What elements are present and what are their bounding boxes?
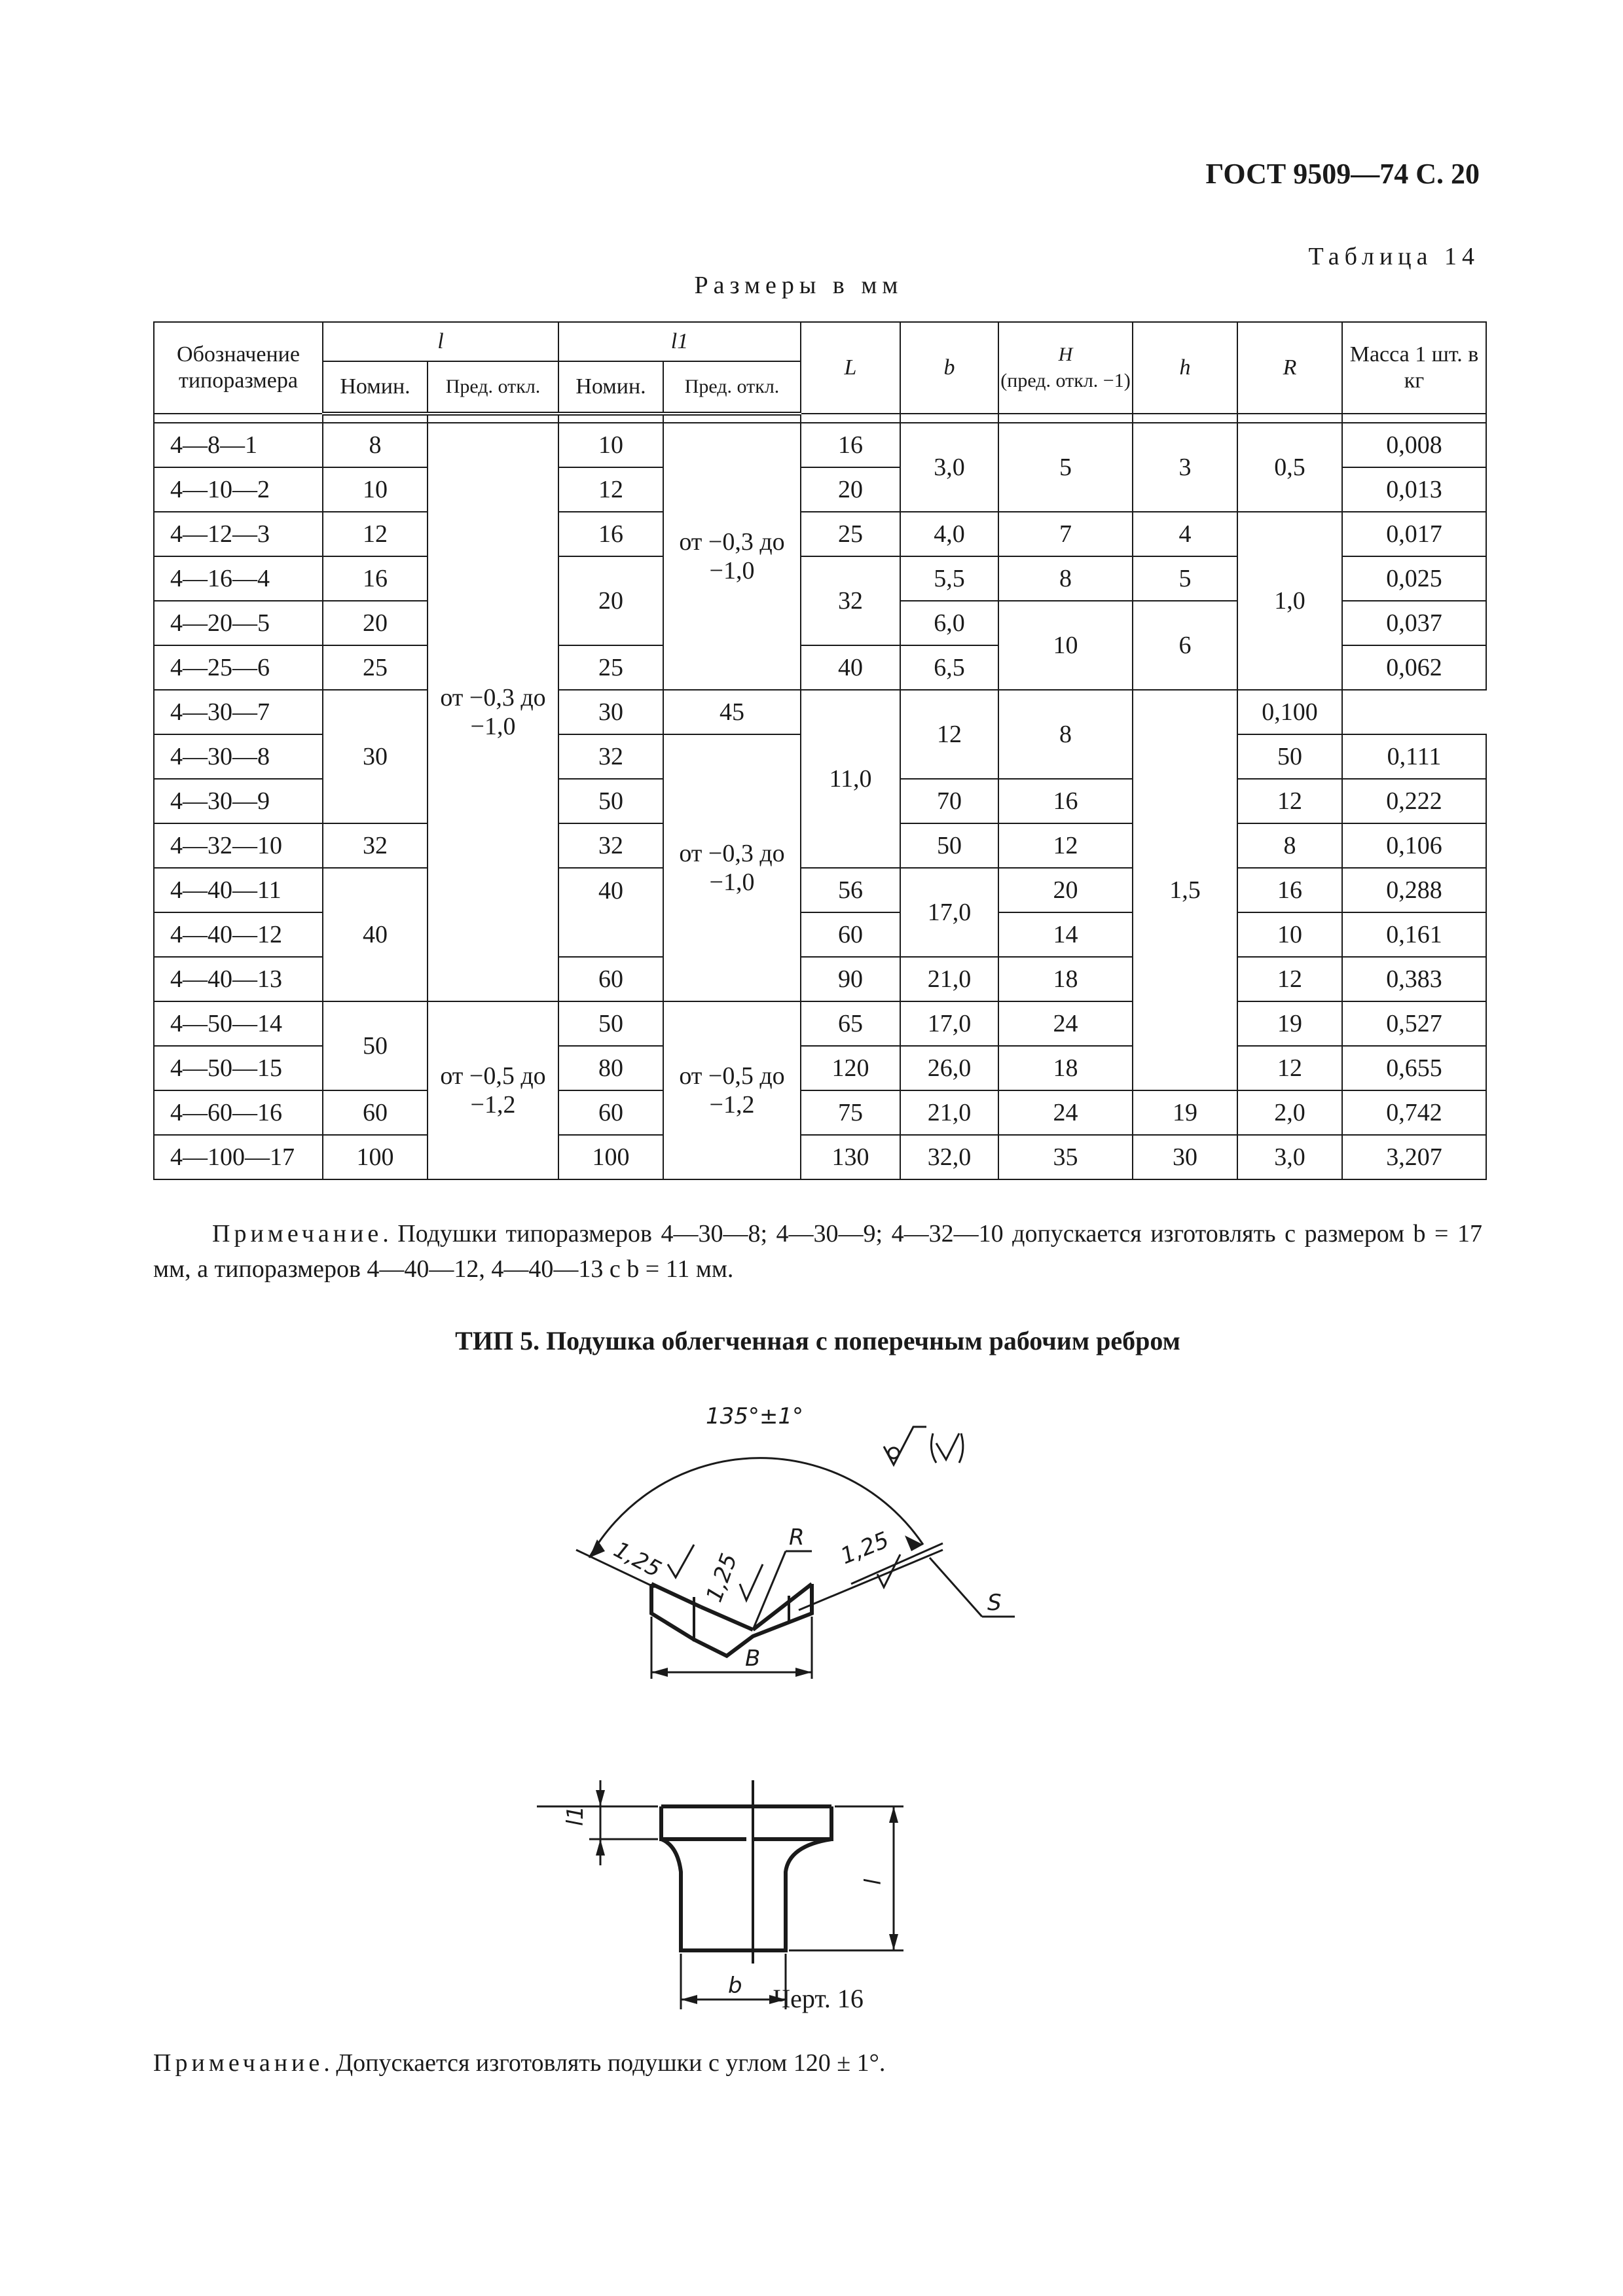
table-note: Примечание. Подушки типоразмеров 4—30—8; 4—30—9; 4—32—10 допускается изготовлять с размером b = 17 мм, а типоразмеров 4—40—12, 4—40—13 с b = 11 мм. — [153, 1220, 1482, 1283]
units-label: Размеры в мм — [694, 272, 903, 299]
cell-l1-nom: 25 — [558, 645, 663, 690]
cell-h: 8 — [998, 690, 1133, 779]
cell-l1-nom: 50 — [558, 1001, 663, 1046]
cell-mass: 3,207 — [1342, 1135, 1486, 1179]
cell-l-tol: от −0,3 до −1,0 — [428, 423, 558, 1001]
rib-width-label: b — [728, 1973, 742, 1999]
cell-l-tol: от −0,5 до −1,2 — [428, 1001, 558, 1179]
cell-mass: 0,106 — [1342, 823, 1486, 868]
cell-l1-nom: 50 — [558, 779, 663, 823]
cell-l-nom: 20 — [323, 601, 428, 645]
table-row — [154, 512, 1486, 556]
cell-designation: 4—30—7 — [154, 690, 323, 734]
roughness-label-right: 1,25 — [837, 1526, 893, 1570]
cell-designation: 4—30—8 — [154, 734, 323, 779]
cell-l1-nom: 40 — [558, 868, 663, 957]
cell-l1-tol: от −0,5 до −1,2 — [663, 1001, 801, 1179]
cell-mass: 0,742 — [1342, 1090, 1486, 1135]
cell-H: 18 — [998, 1046, 1133, 1090]
cell-L: 16 — [801, 423, 900, 467]
cell-h: 12 — [1237, 1046, 1342, 1090]
cell-L: 40 — [801, 645, 900, 690]
cell-mass: 0,017 — [1342, 512, 1486, 556]
cell-b: 3,0 — [900, 423, 998, 512]
roughness-label-center: 1,25 — [701, 1550, 743, 1606]
drawing-note: Примечание. Допускается изготовлять подушки с углом 120 ± 1°. — [153, 2049, 886, 2077]
cell-h: 16 — [1237, 868, 1342, 912]
cell-L: 25 — [801, 512, 900, 556]
length-label: l — [860, 1878, 886, 1885]
cell-h: 6 — [1133, 601, 1237, 690]
header-designation: Обозначение типоразмера — [154, 322, 323, 414]
cell-designation: 4—20—5 — [154, 601, 323, 645]
figure-caption: Черт. 16 — [773, 1984, 864, 2013]
cell-h: 19 — [1237, 1001, 1342, 1046]
cell-mass: 0,222 — [1342, 779, 1486, 823]
cell-H: 14 — [998, 912, 1133, 957]
cell-R: 0,5 — [1237, 423, 1342, 512]
cell-l1-nom: 12 — [558, 467, 663, 512]
cell-l1-nom: 30 — [558, 690, 663, 734]
cell-l-nom: 50 — [323, 1001, 428, 1090]
header-h: h — [1133, 322, 1237, 414]
header-b: b — [900, 322, 998, 414]
cell-l-nom: 32 — [323, 823, 428, 868]
cell-l-nom: 12 — [323, 512, 428, 556]
cell-h: 5 — [1133, 556, 1237, 601]
cell-L: 32 — [801, 556, 900, 645]
table-label: Таблица 14 — [1308, 243, 1480, 270]
cell-mass: 0,111 — [1342, 734, 1486, 779]
cell-designation: 4—12—3 — [154, 512, 323, 556]
cell-l1-nom: 10 — [558, 423, 663, 467]
table-row — [154, 423, 1486, 467]
cell-L: 60 — [801, 912, 900, 957]
cell-b: 17,0 — [900, 1001, 998, 1046]
table-row — [154, 1001, 1486, 1046]
cell-L: 75 — [801, 1090, 900, 1135]
cell-l-nom: 30 — [323, 690, 428, 823]
header-l-nom: Номин. — [323, 361, 428, 414]
cell-H: 16 — [998, 779, 1133, 823]
cell-mass: 0,655 — [1342, 1046, 1486, 1090]
cell-H: 18 — [998, 957, 1133, 1001]
cell-H: 7 — [998, 512, 1133, 556]
cell-l1-tol: от −0,3 до −1,0 — [663, 423, 801, 690]
cell-mass: 0,288 — [1342, 868, 1486, 912]
cell-designation: 4—32—10 — [154, 823, 323, 868]
cell-H: 5 — [998, 423, 1133, 512]
cell-h: 4 — [1133, 512, 1237, 556]
cell-R: 1,0 — [1237, 512, 1342, 690]
cell-b: 4,0 — [900, 512, 998, 556]
radius-label: R — [789, 1524, 805, 1551]
flange-length-label: l1 — [562, 1805, 589, 1826]
cell-b: 17,0 — [900, 868, 998, 957]
cell-L: 50 — [1237, 734, 1342, 779]
header-l1: l1 — [558, 322, 801, 361]
angle-label: 135°±1° — [706, 1403, 804, 1429]
header-R: R — [1237, 322, 1342, 414]
cell-l-nom: 16 — [323, 556, 428, 601]
cell-L: 70 — [900, 779, 998, 823]
cell-H: 12 — [998, 823, 1133, 868]
cell-L: 45 — [663, 690, 801, 734]
cell-b: 6,0 — [900, 601, 998, 645]
cell-L: 120 — [801, 1046, 900, 1090]
cell-designation: 4—8—1 — [154, 423, 323, 467]
cell-l1-nom: 32 — [558, 734, 663, 779]
cell-l-nom: 10 — [323, 467, 428, 512]
cell-l1-nom: 80 — [558, 1046, 663, 1090]
cell-h: 8 — [1237, 823, 1342, 868]
cell-h: 3 — [1133, 423, 1237, 512]
header-l1-tol: Пред. откл. — [663, 361, 801, 414]
cell-H: 8 — [998, 556, 1133, 601]
cell-b: 32,0 — [900, 1135, 998, 1179]
cell-mass: 0,100 — [1237, 690, 1342, 734]
cell-l1-nom: 16 — [558, 512, 663, 556]
cell-mass: 0,527 — [1342, 1001, 1486, 1046]
cell-b: 11,0 — [801, 690, 900, 868]
cell-h: 12 — [1237, 957, 1342, 1001]
cell-L: 20 — [801, 467, 900, 512]
cell-h: 19 — [1133, 1090, 1237, 1135]
cell-R: 3,0 — [1237, 1135, 1342, 1179]
cell-designation: 4—100—17 — [154, 1135, 323, 1179]
cell-l-nom: 40 — [323, 868, 428, 1001]
header-l1-nom: Номин. — [558, 361, 663, 414]
header-l: l — [323, 322, 558, 361]
section-title: ТИП 5. Подушка облегченная с поперечным рабочим ребром — [455, 1326, 1180, 1355]
cell-designation: 4—60—16 — [154, 1090, 323, 1135]
cell-R: 2,0 — [1237, 1090, 1342, 1135]
cell-designation: 4—50—15 — [154, 1046, 323, 1090]
cell-designation: 4—40—12 — [154, 912, 323, 957]
cell-h: 12 — [1237, 779, 1342, 823]
cell-mass: 0,161 — [1342, 912, 1486, 957]
cell-l-nom: 100 — [323, 1135, 428, 1179]
cell-l1-nom: 60 — [558, 1090, 663, 1135]
cell-designation: 4—10—2 — [154, 467, 323, 512]
cell-mass: 0,062 — [1342, 645, 1486, 690]
cell-h: 10 — [1237, 912, 1342, 957]
roughness-label-left: 1,25 — [609, 1536, 666, 1583]
cell-R: 1,5 — [1133, 690, 1237, 1090]
cell-L: 90 — [801, 957, 900, 1001]
cell-mass: 0,383 — [1342, 957, 1486, 1001]
cell-L: 50 — [900, 823, 998, 868]
table-row — [154, 1135, 1486, 1179]
thickness-label: S — [987, 1590, 1002, 1616]
cell-designation: 4—16—4 — [154, 556, 323, 601]
cell-l1-nom: 20 — [558, 556, 663, 645]
cell-mass: 0,025 — [1342, 556, 1486, 601]
cell-b: 26,0 — [900, 1046, 998, 1090]
width-label: B — [745, 1645, 761, 1672]
cell-l-nom: 25 — [323, 645, 428, 690]
table-row — [154, 1090, 1486, 1135]
header-H: H (пред. откл. −1) — [998, 322, 1133, 414]
cell-designation: 4—25—6 — [154, 645, 323, 690]
cell-designation: 4—50—14 — [154, 1001, 323, 1046]
page-header: ГОСТ 9509—74 С. 20 — [1205, 158, 1480, 190]
cell-l1-nom: 60 — [558, 957, 663, 1001]
cell-designation: 4—40—13 — [154, 957, 323, 1001]
dimensions-table — [153, 321, 1487, 1180]
table-row — [154, 868, 1486, 912]
cell-l1-nom: 100 — [558, 1135, 663, 1179]
cell-h: 30 — [1133, 1135, 1237, 1179]
cell-H: 10 — [998, 601, 1133, 690]
cell-l1-tol: от −0,3 до −1,0 — [663, 734, 801, 1001]
cell-L: 65 — [801, 1001, 900, 1046]
cell-mass: 0,008 — [1342, 423, 1486, 467]
cell-b: 6,5 — [900, 645, 998, 690]
cell-b: 21,0 — [900, 1090, 998, 1135]
cell-H: 24 — [998, 1001, 1133, 1046]
cell-H: 12 — [900, 690, 998, 779]
cell-L: 56 — [801, 868, 900, 912]
cell-H: 24 — [998, 1090, 1133, 1135]
cell-b: 5,5 — [900, 556, 998, 601]
cell-designation: 4—30—9 — [154, 779, 323, 823]
header-mass: Масса 1 шт. в кг — [1342, 322, 1486, 414]
header-l-tol: Пред. откл. — [428, 361, 558, 414]
cell-L: 130 — [801, 1135, 900, 1179]
cell-l-nom: 8 — [323, 423, 428, 467]
cell-b: 21,0 — [900, 957, 998, 1001]
table-row — [154, 690, 1486, 734]
cell-mass: 0,037 — [1342, 601, 1486, 645]
cell-H: 35 — [998, 1135, 1133, 1179]
cell-l-nom: 60 — [323, 1090, 428, 1135]
header-L: L — [801, 322, 900, 414]
cell-designation: 4—40—11 — [154, 868, 323, 912]
cell-l1-nom: 32 — [558, 823, 663, 868]
cell-mass: 0,013 — [1342, 467, 1486, 512]
cell-H: 20 — [998, 868, 1133, 912]
